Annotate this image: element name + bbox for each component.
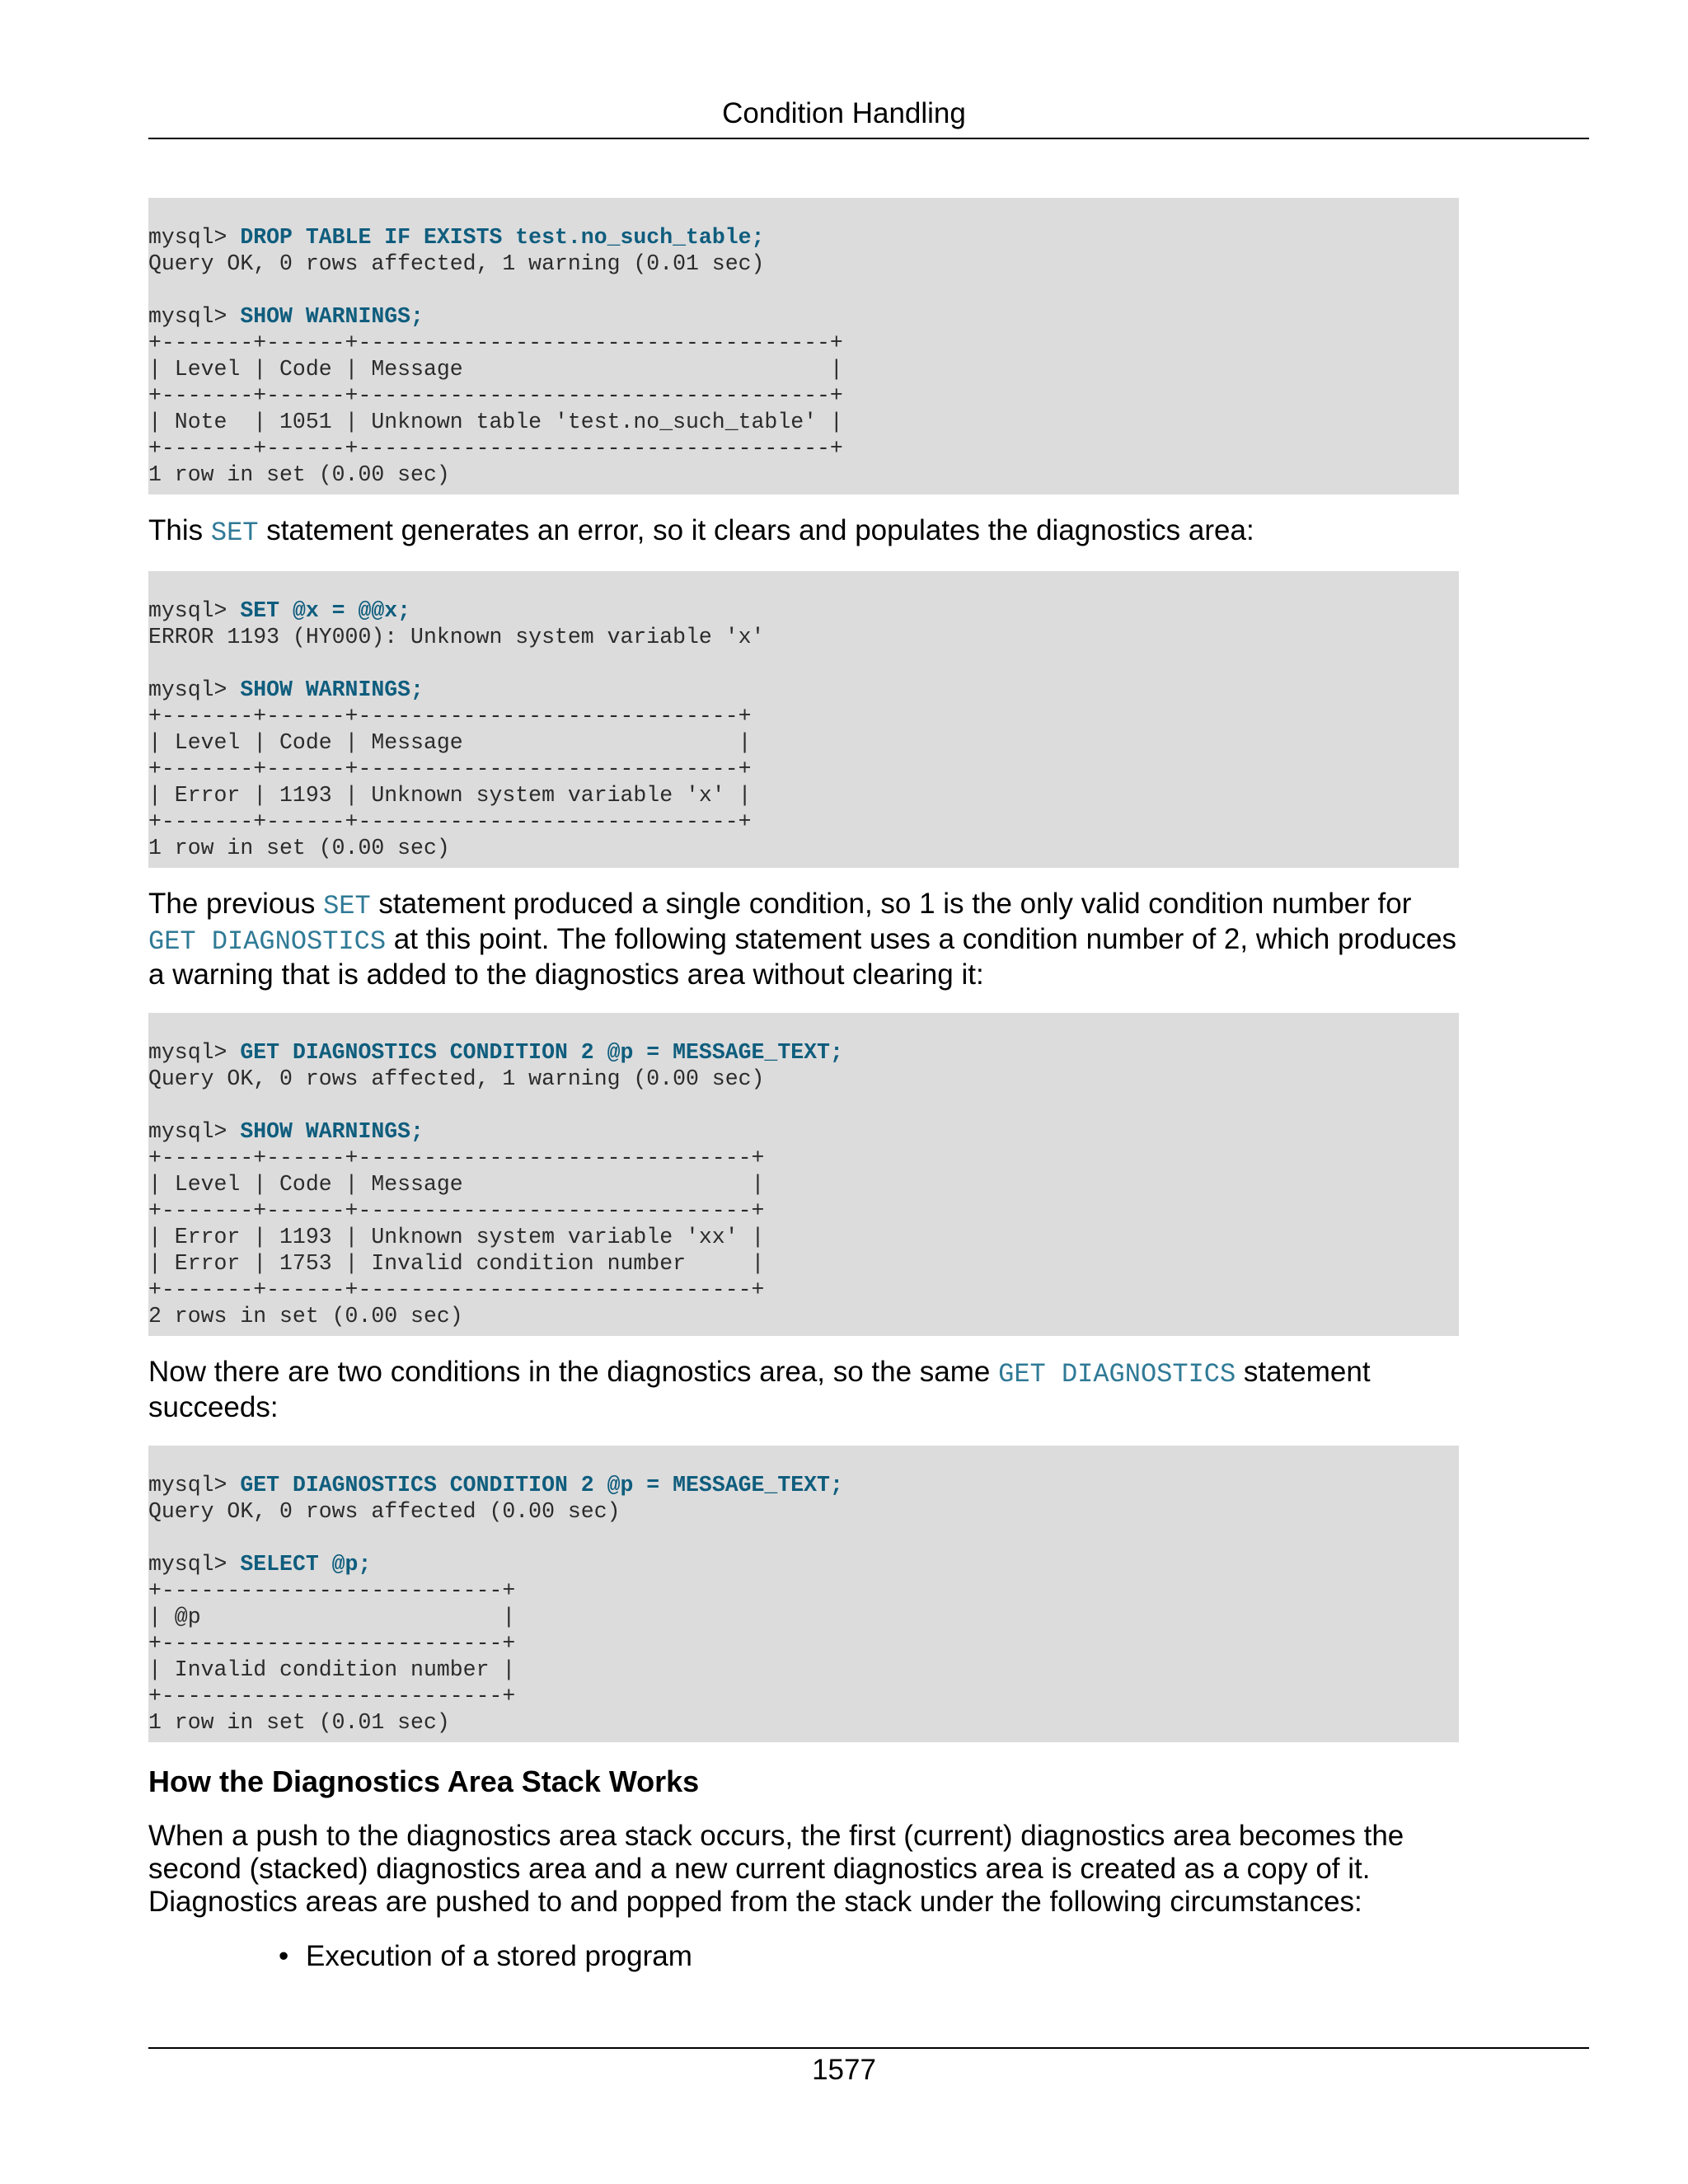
code-output: | Level | Code | Message |: [148, 357, 843, 382]
mysql-prompt: mysql>: [148, 1473, 241, 1497]
code-output: | Invalid condition number |: [148, 1657, 516, 1682]
code-line: [148, 1604, 1459, 1630]
sql-command: GET DIAGNOSTICS CONDITION 2 @p = MESSAGE_TEXT;: [240, 1040, 843, 1065]
code-line: [148, 782, 1459, 808]
code-line: [148, 1683, 1459, 1709]
code-block: [148, 198, 1459, 494]
code-line: [148, 462, 1459, 488]
mysql-prompt: mysql>: [148, 225, 241, 250]
code-block: [148, 1013, 1459, 1336]
paragraph: [148, 1356, 1459, 1424]
mysql-prompt: mysql>: [148, 1552, 241, 1577]
code-output: Query OK, 0 rows affected (0.00 sec): [148, 1499, 621, 1524]
paragraph-text: Now there are two conditions in the diagnostics area, so the same: [148, 1356, 999, 1388]
code-line: [148, 1039, 1459, 1066]
mysql-prompt: mysql>: [148, 598, 241, 623]
inline-code-link[interactable]: SET: [210, 518, 259, 548]
sql-command: SHOW WARNINGS;: [240, 1119, 424, 1144]
code-line: [148, 808, 1459, 835]
code-output: +-------+------+------------------------------------+: [148, 383, 843, 408]
code-line: [148, 1066, 1459, 1092]
paragraph-text: at this point. The following statement uses a condition number of 2, which produces a warning that is added to the diagnostics area without clearing it:: [148, 923, 1457, 991]
code-output: 1 row in set (0.00 sec): [148, 836, 450, 860]
code-line: [148, 382, 1459, 409]
code-line: [148, 1250, 1459, 1277]
sql-command: SET @x = @@x;: [240, 598, 411, 623]
code-line: [148, 1472, 1459, 1498]
paragraph-text: The previous: [148, 888, 324, 920]
code-line: [148, 224, 1459, 251]
page-number: 1577: [812, 2054, 876, 2086]
mysql-prompt: mysql>: [148, 1119, 241, 1144]
code-output: +-------+------+------------------------------+: [148, 1198, 765, 1223]
code-line: [148, 1118, 1459, 1145]
code-output: +-------+------+-----------------------------+: [148, 757, 752, 781]
paragraph: [148, 1820, 1459, 1919]
code-output: | Error | 1753 | Invalid condition number |: [148, 1251, 765, 1276]
footer-rule: [148, 2047, 1589, 2049]
code-output: | Error | 1193 | Unknown system variable 'x' |: [148, 783, 752, 808]
code-line: [148, 1498, 1459, 1525]
sql-command: GET DIAGNOSTICS CONDITION 2 @p = MESSAGE_TEXT;: [240, 1473, 843, 1497]
code-output: | Error | 1193 | Unknown system variable 'xx' |: [148, 1225, 765, 1249]
code-output: | Level | Code | Message |: [148, 1172, 765, 1197]
paragraph-text: statement succeeds:: [148, 1356, 1371, 1423]
code-line: [148, 729, 1459, 756]
code-output: ERROR 1193 (HY000): Unknown system variable 'x': [148, 625, 765, 649]
code-line: [148, 303, 1459, 330]
code-output: | @p |: [148, 1605, 516, 1629]
section-heading: How the Diagnostics Area Stack Works: [148, 1765, 700, 1798]
code-line: [148, 1551, 1459, 1577]
sql-command: SHOW WARNINGS;: [240, 677, 424, 702]
code-line: [148, 330, 1459, 356]
running-header: Condition Handling: [722, 97, 966, 129]
code-output: | Level | Code | Message |: [148, 730, 752, 755]
code-line: [148, 1525, 1459, 1551]
code-output: 2 rows in set (0.00 sec): [148, 1304, 463, 1329]
code-line: [148, 356, 1459, 382]
code-block: [148, 1446, 1459, 1742]
paragraph-text: When a push to the diagnostics area stack occurs, the first (current) diagnostics area becomes the second (stacked) diagnostics area and a new current diagnostics area is created as a copy of it. Diagnostics areas are pushed to and popped from the stack under the following circumstances:: [148, 1820, 1404, 1918]
code-line: [148, 756, 1459, 782]
paragraph-text: statement generates an error, so it clears and populates the diagnostics area:: [258, 514, 1254, 546]
paragraph-text: statement produced a single condition, so 1 is the only valid condition number for: [370, 888, 1412, 920]
code-output: +--------------------------+: [148, 1578, 516, 1603]
code-line: [148, 1630, 1459, 1657]
code-output: +-------+------+------------------------------+: [148, 1277, 765, 1302]
code-output: Query OK, 0 rows affected, 1 warning (0.01 sec): [148, 251, 765, 276]
bullet-text: Execution of a stored program: [306, 1940, 692, 1972]
code-line: [148, 598, 1459, 624]
code-output: +-------+------+------------------------------+: [148, 1146, 765, 1170]
bullet-item: [279, 1940, 1589, 1973]
code-output: 1 row in set (0.00 sec): [148, 462, 450, 487]
code-output: +-------+------+------------------------------------+: [148, 330, 843, 355]
code-line: [148, 1277, 1459, 1303]
code-output: +-------+------+-----------------------------+: [148, 704, 752, 729]
code-line: [148, 677, 1459, 703]
code-output: +--------------------------+: [148, 1684, 516, 1708]
header-rule: [148, 138, 1589, 139]
sql-command: SHOW WARNINGS;: [240, 304, 424, 329]
code-line: [148, 1092, 1459, 1118]
code-line: [148, 409, 1459, 435]
code-line: [148, 1657, 1459, 1683]
bullet-icon: •: [279, 1940, 289, 1972]
code-output: +-------+------+-----------------------------+: [148, 809, 752, 834]
code-output: Query OK, 0 rows affected, 1 warning (0.00 sec): [148, 1066, 765, 1091]
code-output: 1 row in set (0.01 sec): [148, 1710, 450, 1735]
mysql-prompt: mysql>: [148, 304, 241, 329]
code-line: [148, 624, 1459, 650]
code-line: [148, 703, 1459, 729]
code-line: [148, 277, 1459, 303]
code-line: [148, 1577, 1459, 1604]
code-line: [148, 650, 1459, 677]
paragraph: [148, 888, 1459, 991]
code-line: [148, 435, 1459, 462]
code-output: +--------------------------+: [148, 1631, 516, 1656]
sql-command: SELECT @p;: [240, 1552, 372, 1577]
code-output: | Note | 1051 | Unknown table 'test.no_such_table' |: [148, 410, 843, 434]
code-line: [148, 835, 1459, 861]
code-block: [148, 571, 1459, 868]
sql-command: DROP TABLE IF EXISTS test.no_such_table;: [240, 225, 765, 250]
code-line: [148, 1224, 1459, 1250]
code-output: +-------+------+------------------------------------+: [148, 436, 843, 461]
inline-code-link[interactable]: GET DIAGNOSTICS: [998, 1359, 1236, 1390]
code-line: [148, 1145, 1459, 1171]
mysql-prompt: mysql>: [148, 1040, 241, 1065]
code-line: [148, 1171, 1459, 1197]
page-content: [148, 198, 1589, 1973]
paragraph: [148, 514, 1459, 550]
code-line: [148, 1709, 1459, 1736]
code-line: [148, 1303, 1459, 1329]
code-line: [148, 1197, 1459, 1224]
inline-code-link[interactable]: SET: [323, 891, 371, 921]
mysql-prompt: mysql>: [148, 677, 241, 702]
code-line: [148, 251, 1459, 277]
inline-code-link[interactable]: GET DIAGNOSTICS: [148, 926, 387, 957]
paragraph-text: This: [148, 514, 211, 546]
